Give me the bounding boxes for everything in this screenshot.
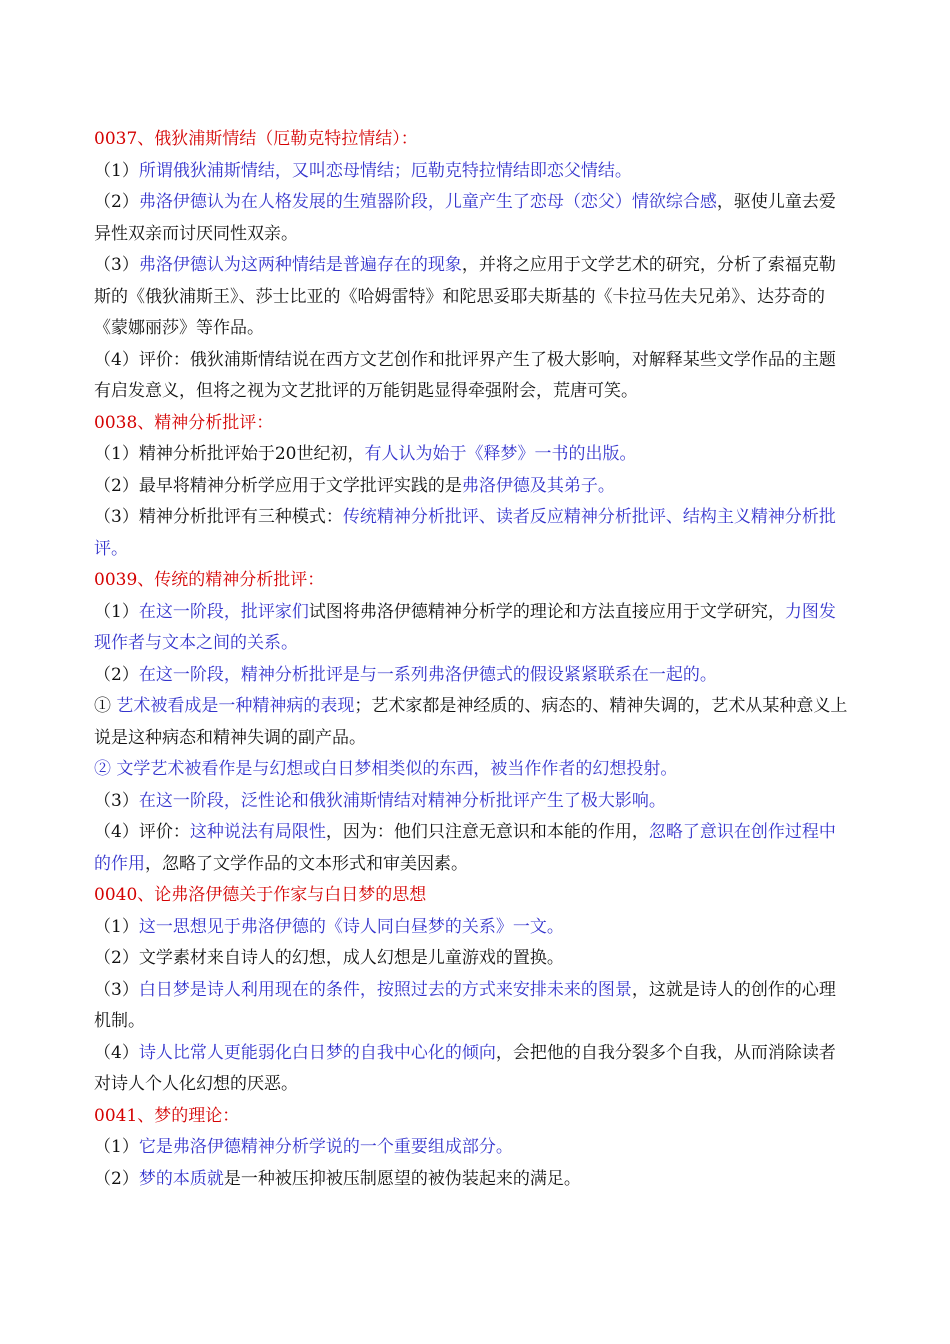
- paragraph: [94, 786, 852, 818]
- body-text: （1）: [94, 916, 139, 937]
- highlight-text: 在这一阶段，精神分析批评是与一系列弗洛伊德式的假设紧紧联系在一起的。: [138, 664, 717, 685]
- highlight-text: 传统精神分析批评、读者反应精神分析批评、结构主义精神分析批评。: [94, 507, 836, 559]
- highlight-text: 诗人比常人更能弱化白日梦的自我中心化的倾向: [138, 1042, 496, 1063]
- section-heading: 0037、俄狄浦斯情结（厄勒克特拉情结）：: [94, 129, 418, 149]
- body-text: （2）: [94, 664, 139, 685]
- body-text: （1）: [94, 160, 139, 181]
- paragraph: [94, 912, 852, 944]
- section-heading: 0041、梦的理论：: [94, 1105, 240, 1126]
- highlight-text: 力图发现作者与文本之间的关系。: [94, 601, 836, 653]
- highlight-text: 在这一阶段，泛性论和俄狄浦斯情结对精神分析批评产生了极大影响。: [138, 790, 666, 811]
- highlight-text: 弗洛伊德认为这两种情结是普遍存在的现象: [138, 255, 462, 275]
- paragraph: [94, 345, 852, 408]
- body-text: （3）: [94, 979, 139, 1000]
- paragraph: [94, 439, 852, 471]
- body-text: （2）最早将精神分析学应用于文学批评实践的是: [94, 475, 462, 496]
- section-heading: 0040、论弗洛伊德关于作家与白日梦的思想: [94, 885, 427, 905]
- paragraph: [94, 1038, 852, 1101]
- paragraph: [94, 187, 852, 250]
- highlight-text: ② 文学艺术被看作是与幻想或白日梦相类似的东西，被当作作者的幻想投射。: [94, 759, 678, 779]
- highlight-text: 这种说法有局限性: [189, 822, 326, 842]
- body-text: ，驱使儿童去爱异性双亲而讨厌同性双亲。: [94, 192, 836, 244]
- body-text: （4）评价：: [94, 822, 190, 842]
- highlight-text: 梦的本质就: [138, 1168, 224, 1189]
- body-text: （4）评价：俄狄浦斯情结说在西方文艺创作和批评界产生了极大影响，对解释某些文学作品的主题有启发意义，但将之视为文艺批评的万能钥匙显得牵强附会，荒唐可笑。: [94, 349, 836, 401]
- highlight-text: 它是弗洛伊德精神分析学说的一个重要组成部分。: [138, 1137, 513, 1157]
- body-text: （2）: [94, 192, 139, 212]
- paragraph: [94, 660, 852, 692]
- body-text: （1）精神分析批评始于20世纪初，: [94, 444, 365, 464]
- highlight-text: 在这一阶段，批评家们: [138, 601, 309, 622]
- body-text: （1）: [94, 601, 139, 622]
- paragraph: [94, 597, 852, 660]
- highlight-text: 这一思想见于弗洛伊德的《诗人同白昼梦的关系》一文。: [138, 916, 564, 937]
- body-text: 是一种被压抑被压制愿望的被伪装起来的满足。: [223, 1168, 581, 1189]
- body-text: （3）: [94, 790, 139, 811]
- body-text: （2）: [94, 1168, 139, 1189]
- paragraph: [94, 975, 852, 1038]
- body-text: （3）精神分析批评有三种模式：: [94, 507, 343, 527]
- paragraph: [94, 691, 852, 754]
- body-text: ，因为：他们只注意无意识和本能的作用，: [325, 822, 649, 842]
- section-heading: 0038、精神分析批评：: [94, 412, 274, 433]
- body-text: （2）文学素材来自诗人的幻想，成人幻想是儿童游戏的置换。: [94, 948, 564, 968]
- paragraph: [94, 943, 852, 975]
- section-heading: 0039、传统的精神分析批评：: [94, 570, 325, 590]
- body-text: ，会把他的自我分裂多个自我，从而消除读者对诗人个人化幻想的厌恶。: [94, 1042, 836, 1094]
- body-text: （3）: [94, 255, 139, 275]
- highlight-text: 白日梦是诗人利用现在的条件，按照过去的方式来安排未来的图景: [138, 979, 632, 1000]
- paragraph: [94, 754, 852, 786]
- paragraph: [94, 502, 852, 565]
- highlight-text: 所谓俄狄浦斯情结，又叫恋母情结；厄勒克特拉情结即恋父情结。: [138, 160, 632, 181]
- highlight-text: 有人认为始于《释梦》一书的出版。: [364, 444, 637, 464]
- highlight-text: 弗洛伊德认为在人格发展的生殖器阶段，儿童产生了恋母（恋父）情欲综合感: [138, 192, 717, 212]
- body-text: （4）: [94, 1042, 139, 1063]
- paragraph: [94, 250, 852, 345]
- document-body: [94, 124, 852, 1195]
- paragraph: [94, 1132, 852, 1164]
- highlight-text: 忽略了意识在创作过程中的作用: [94, 822, 836, 874]
- body-text: （1）: [94, 1137, 139, 1157]
- body-text: 试图将弗洛伊德精神分析学的理论和方法直接应用于文学研究，: [308, 601, 785, 622]
- body-text: ；艺术家都是神经质的、病态的、精神失调的，艺术从某种意义上说是这种病态和精神失调的副产品。: [94, 696, 848, 748]
- highlight-text: 艺术被看成是一种精神病的表现: [116, 696, 355, 716]
- paragraph: [94, 156, 852, 188]
- highlight-text: 弗洛伊德及其弟子。: [461, 475, 615, 496]
- body-text: ①: [94, 696, 117, 716]
- body-text: ，并将之应用于文学艺术的研究，分析了索福克勒斯的《俄狄浦斯王》、莎士比亚的《哈姆雷特》和陀思妥耶夫斯基的《卡拉马佐夫兄弟》、达芬奇的《蒙娜丽莎》等作品。: [94, 255, 836, 338]
- body-text: ，忽略了文学作品的文本形式和审美因素。: [145, 853, 468, 874]
- body-text: ，这就是诗人的创作的心理机制。: [94, 979, 836, 1031]
- paragraph: [94, 817, 852, 880]
- paragraph: [94, 471, 852, 503]
- paragraph: [94, 1164, 852, 1196]
